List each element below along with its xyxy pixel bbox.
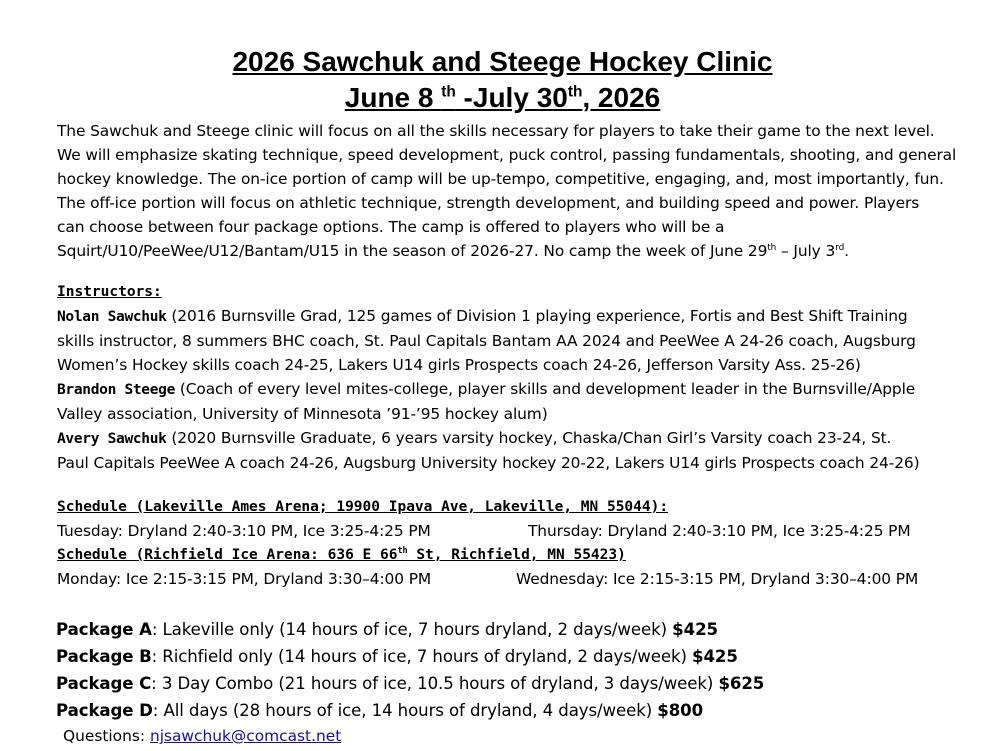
instructor-line: Women’s Hockey skills coach 24-25, Lakers U14 girls Prospects coach 24-26, Jefferson Varsity Ass. 25-26): [57, 356, 861, 374]
package-b: Package B: Richfield only (14 hours of ice, 7 hours of dryland, 2 days/week) $425: [56, 647, 738, 666]
instructors-heading: Instructors:: [57, 284, 162, 300]
instructor-avery: Avery Sawchuk (2020 Burnsville Graduate, 6 years varsity hockey, Chaska/Chan Girl’s Varsity coach 23-24, St.: [57, 429, 892, 447]
intro-line: The off-ice portion will focus on athletic technique, strength development, and building speed and power. Players: [57, 194, 920, 212]
intro-line: The Sawchuk and Steege clinic will focus on all the skills necessary for players to take their game to the next level.: [57, 122, 935, 140]
intro-line: hockey knowledge. The on-ice portion of camp will be up-tempo, competitive, engaging, and, most importantly, fun.: [57, 170, 944, 188]
schedule-richfield-heading: Schedule (Richfield Ice Arena: 636 E 66th St, Richfield, MN 55423): [57, 545, 626, 563]
instructor-line: skills instructor, 8 summers BHC coach, St. Paul Capitals Bantam AA 2024 and PeeWee A 24-26 coach, Augsburg: [57, 332, 916, 350]
intro-paragraph: [57, 119, 997, 263]
schedule-day: Tuesday: Dryland 2:40-3:10 PM, Ice 3:25-4:25 PM: [57, 522, 431, 540]
questions-label: Questions:: [63, 727, 150, 745]
package-c: Package C: 3 Day Combo (21 hours of ice, 10.5 hours of dryland, 3 days/week) $625: [56, 674, 765, 693]
package-price: $625: [718, 674, 765, 693]
package-price: $800: [657, 701, 704, 720]
intro-line: Squirt/U10/PeeWee/U12/Bantam/U15 in the season of 2026-27. No camp the week of June 29th – July 3rd.: [57, 242, 849, 260]
email-link[interactable]: njsawchuk@comcast.net: [149, 727, 342, 745]
package-price: $425: [672, 620, 718, 639]
instructor-name: Avery Sawchuk: [57, 431, 167, 447]
instructor-name: Nolan Sawchuk: [57, 309, 167, 325]
instructor-nolan: Nolan Sawchuk (2016 Burnsville Grad, 125 games of Division 1 playing experience, Fortis and Best Shift Training: [57, 307, 908, 325]
instructor-line: Paul Capitals PeeWee A coach 24-26, Augsburg University hockey 20-22, Lakers U14 girls Prospects coach 24-26): [57, 454, 920, 472]
schedule-lakeville-heading: Schedule (Lakeville Ames Arena; 19900 Ipava Ave, Lakeville, MN 55044):: [57, 499, 669, 515]
page-title: 2026 Sawchuk and Steege Hockey Clinic: [232, 46, 773, 77]
clinic-dates: June 8 $^{th}$ -July 30th, 2026: [344, 82, 661, 113]
instructors-section: [57, 280, 997, 475]
schedule-day: Wednesday: Ice 2:15-3:15 PM, Dryland 3:30–4:00 PM: [516, 570, 919, 588]
schedule-day: Monday: Ice 2:15-3:15 PM, Dryland 3:30–4:00 PM: [57, 570, 432, 588]
intro-line: We will emphasize skating technique, speed development, puck control, passing fundamentals, shooting, and general: [57, 146, 957, 164]
package-price: $425: [692, 647, 738, 666]
intro-line: can choose between four package options. The camp is offered to players who will be a: [57, 218, 725, 236]
contact-line: [63, 727, 341, 745]
package-a: Package A: Lakeville only (14 hours of ice, 7 hours dryland, 2 days/week) $425: [56, 620, 718, 639]
schedule-day: Thursday: Dryland 2:40-3:10 PM, Ice 3:25-4:25 PM: [528, 522, 911, 540]
instructor-line: Valley association, University of Minnesota ’91-’95 hockey alum): [57, 405, 548, 423]
instructor-brandon: Brandon Steege (Coach of every level mites-college, player skills and development leader in the Burnsville/Apple: [57, 380, 916, 398]
instructor-name: Brandon Steege: [57, 382, 176, 398]
package-d: Package D: All days (28 hours of ice, 14 hours of dryland, 4 days/week) $800: [56, 701, 704, 720]
